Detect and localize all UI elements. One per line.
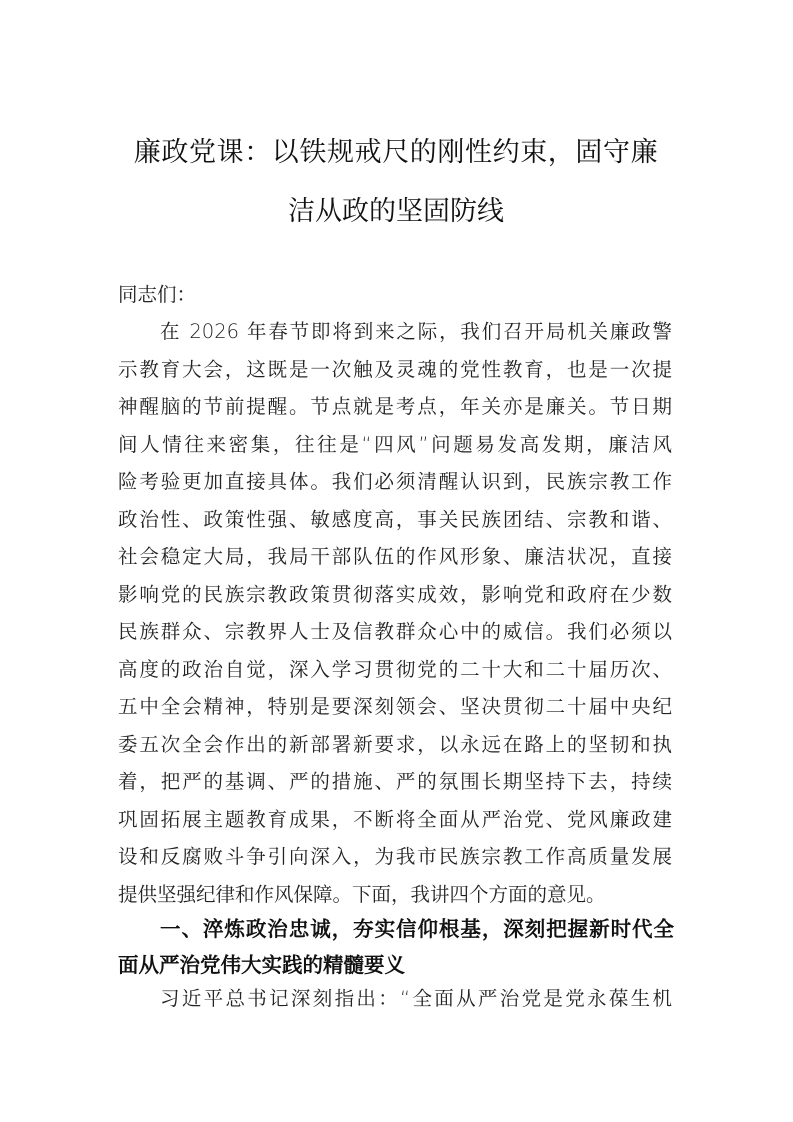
paragraph-line: 民族群众、宗教界人士及信教群众心中的威信。我们必须以	[118, 620, 672, 643]
paragraph-line: 高度的政治自觉，深入学习贯彻党的二十大和二十届历次、	[118, 658, 672, 681]
paragraph-line: 政治性、政策性强、敏感度高，事关民族团结、宗教和谐、	[118, 508, 672, 531]
paragraph-line: 委五次全会作出的新部署新要求，以永远在路上的坚韧和执	[118, 733, 672, 756]
paragraph-line: 设和反腐败斗争引向深入，为我市民族宗教工作高质量发展	[118, 845, 672, 868]
paragraph-line: 着，把严的基调、严的措施、严的氛围长期坚持下去，持续	[118, 770, 672, 793]
paragraph-line: 影响党的民族宗教政策贯彻落实成效，影响党和政府在少数	[118, 583, 672, 606]
paragraph-line: 神醒脑的节前提醒。节点就是考点，年关亦是廉关。节日期	[118, 395, 672, 418]
paragraph-line: 险考验更加直接具体。我们必须清醒认识到，民族宗教工作	[118, 470, 672, 493]
paragraph-line: 在 2026 年春节即将到来之际，我们召开局机关廉政警	[160, 320, 672, 343]
paragraph-line: 社会稳定大局，我局干部队伍的作风形象、廉洁状况，直接	[118, 545, 672, 568]
document-title-line-1: 廉政党课：以铁规戒尺的刚性约束，固守廉	[133, 137, 659, 168]
paragraph-line: 巩固拓展主题教育成果，不断将全面从严治党、党风廉政建	[118, 808, 672, 831]
paragraph-line: 五中全会精神，特别是要深刻领会、坚决贯彻二十届中央纪	[118, 695, 672, 718]
section-heading-line: 一、淬炼政治忠诚，夯实信仰根基，深刻把握新时代全	[160, 917, 674, 941]
salutation: 同志们：	[118, 283, 197, 306]
section-heading-line: 面从严治党伟大实践的精髓要义	[118, 953, 405, 977]
paragraph-line: 提供坚强纪律和作风保障。下面，我讲四个方面的意见。	[118, 883, 606, 906]
paragraph-line: 习近平总书记深刻指出：“全面从严治党是党永葆生机	[160, 987, 672, 1010]
document-title-line-2: 洁从政的坚固防线	[288, 196, 504, 227]
paragraph-line: 间人情往来密集，往往是“四风”问题易发高发期，廉洁风	[118, 433, 672, 456]
paragraph-line: 示教育大会，这既是一次触及灵魂的党性教育，也是一次提	[118, 358, 672, 381]
